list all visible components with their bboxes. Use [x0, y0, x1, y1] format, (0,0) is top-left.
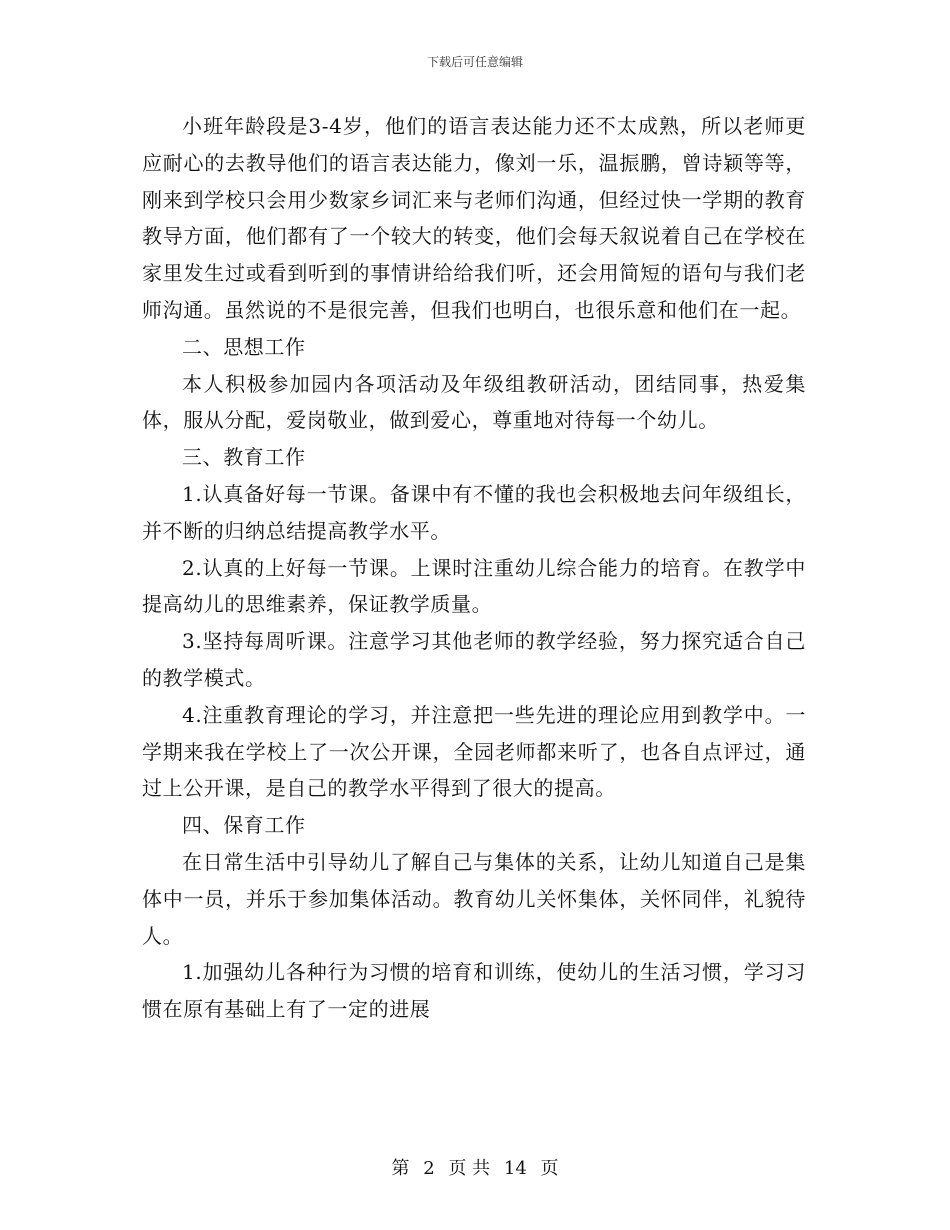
list-item: 3.坚持每周听课。注意学习其他老师的教学经验，努力探究适合自己的教学模式。	[142, 629, 806, 690]
paragraph: 小班年龄段是3-4岁，他们的语言表达能力还不太成熟，所以老师更应耐心的去教导他们的语言表达能力，像刘一乐，温振鹏，曾诗颖等等，刚来到学校只会用少数家乡词汇来与老师们沟通，但经过快一学期的教育教导方面，他们都有了一个较大的转变，他们会每天叙说着自己在学校在家里发生过或看到听到的事情讲给给我们听，还会用简短的语句与我们老师沟通。虽然说的不是很完善，但我们也明白，也很乐意和他们在一起。	[142, 114, 806, 322]
paragraph: 在日常生活中引导幼儿了解自己与集体的关系，让幼儿知道自己是集体中一员，并乐于参加集体活动。教育幼儿关怀集体，关怀同伴，礼貌待人。	[142, 849, 806, 948]
list-item: 2.认真的上好每一节课。上课时注重幼儿综合能力的培育。在教学中提高幼儿的思维素养，保证教学质量。	[142, 555, 806, 617]
list-item: 1.认真备好每一节课。备课中有不懂的我也会积极地去问年级组长，并不断的归纳总结提高教学水平。	[142, 481, 806, 543]
document-body	[142, 108, 806, 1028]
total-pages: 14	[503, 1158, 527, 1179]
page-header: 下载后可任意编辑	[426, 55, 523, 69]
section-heading: 四、保育工作	[182, 813, 306, 838]
list-item: 1.加强幼儿各种行为习惯的培育和训练，使幼儿的生活习惯，学习习惯在原有基础上有了一定的进展	[142, 960, 806, 1022]
list-item: 4.注重教育理论的学习，并注意把一些先进的理论应用到教学中。一学期来我在学校上了一次公开课，全园老师都来听了，也各自点评过，通过上公开课，是自己的教学水平得到了很大的提高。	[142, 702, 806, 801]
page-number: 2	[423, 1158, 435, 1179]
paragraph: 本人积极参加园内各项活动及年级组教研活动，团结同事，热爱集体，服从分配，爱岗敬业，做到爱心，尊重地对待每一个幼儿。	[142, 371, 806, 433]
footer-suffix: 页	[540, 1158, 559, 1179]
footer-prefix: 第	[391, 1158, 410, 1179]
section-heading: 三、教育工作	[182, 445, 306, 470]
section-heading: 二、思想工作	[182, 334, 306, 359]
page-footer	[0, 1154, 950, 1180]
footer-middle: 页 共	[448, 1158, 491, 1179]
